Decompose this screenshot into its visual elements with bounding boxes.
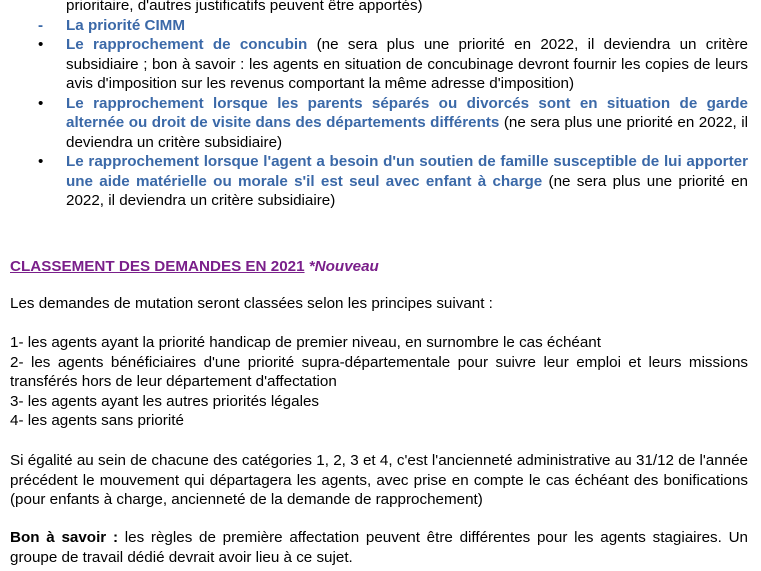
list-item	[38, 16, 748, 36]
bullet-marker: •	[38, 153, 44, 170]
note-text: les règles de première affectation peuvent être différentes pour les agents stagiaires. Un groupe de travail dédié devrait avoir lieu à ce sujet.	[10, 529, 748, 566]
list-item-text: (ne sera plus une priorité en 2022, il deviendra un critère subsidiaire)	[66, 172, 748, 209]
list-item	[38, 0, 748, 16]
bullet-marker: •	[38, 94, 44, 112]
section-heading	[10, 257, 379, 277]
note-label: Bon à savoir :	[10, 529, 119, 546]
new-badge: *Nouveau	[304, 258, 379, 275]
ranking-item: 3- les agents ayant les autres priorités légales	[10, 392, 319, 410]
ranking-item: 1- les agents ayant la priorité handicap de premier niveau, en surnombre le cas échéant	[10, 334, 601, 351]
priority-name: Le rapprochement lorsque les parents séparés ou divorcés sont en situation de garde alternée ou droit de visite dans des départements différents	[66, 94, 748, 131]
list-item	[38, 35, 748, 94]
priority-list	[38, 0, 748, 211]
ranking-item: 4- les agents sans priorité	[10, 412, 184, 429]
list-item-text: prioritaire, d'autres justificatifs peuvent être apportés)	[66, 0, 423, 14]
list-item-text: (ne sera plus une priorité en 2022, il deviendra un critère subsidiaire)	[66, 114, 748, 151]
ranking-item: 2- les agents bénéficiaires d'une priorité supra-départementale pour suivre leur emploi et leurs missions transférés hors de leur département d'affectation	[10, 353, 748, 390]
note-paragraph	[10, 528, 748, 567]
priority-name: La priorité CIMM	[66, 16, 185, 34]
list-item-text: (ne sera plus une priorité en 2022, il deviendra un critère subsidiaire ; bon à savoir : les agents en situation de concubinage devront fournir les copies de leurs avis d'imposition sur les revenus comportant la même adresse d'imposition)	[66, 36, 748, 92]
list-item	[38, 152, 748, 211]
priority-name: Le rapprochement de concubin	[66, 36, 308, 53]
intro-paragraph: Les demandes de mutation seront classées selon les principes suivant :	[10, 295, 493, 312]
section-title: CLASSEMENT DES DEMANDES EN 2021	[10, 258, 305, 275]
bullet-marker: •	[38, 36, 44, 53]
equality-paragraph: Si égalité au sein de chacune des catégories 1, 2, 3 et 4, c'est l'ancienneté administrative au 31/12 de l'année précédent le mouvement qui départagera les agents, avec prise en compte le cas échéant des bonifications (pour enfants à charge, ancienneté de la demande de rapprochement)	[10, 452, 748, 508]
list-item	[38, 94, 748, 153]
bullet-marker: -	[38, 16, 44, 34]
priority-name: Le rapprochement lorsque l'agent a besoin d'un soutien de famille susceptible de lui apporter une aide matérielle ou morale s'il est seul avec enfant à charge	[66, 153, 748, 190]
ranking-list	[10, 333, 748, 431]
